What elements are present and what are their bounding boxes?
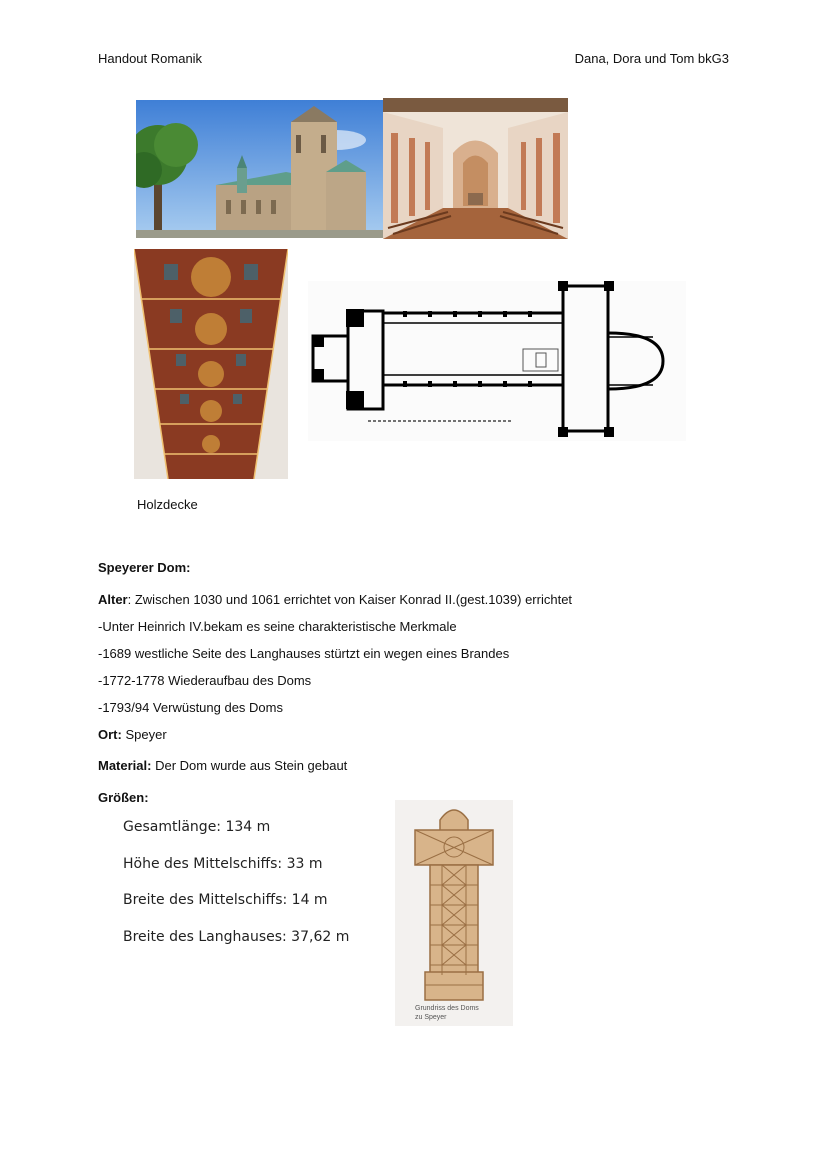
ort-text: Speyer — [121, 727, 167, 742]
ort-label: Ort: — [98, 727, 122, 742]
groessen-label: Größen: — [98, 790, 149, 805]
alter-label: Alter — [98, 592, 128, 607]
history-item: -1689 westliche Seite des Langhauses stürtzt ein wegen eines Brandes — [98, 646, 510, 661]
history-item: -Unter Heinrich IV.bekam es seine charakteristische Merkmale — [98, 619, 457, 634]
speyer-plan-caption — [415, 1004, 479, 1022]
size-item: Höhe des Mittelschiffs: 33 m — [123, 856, 323, 872]
ceiling-photo — [134, 249, 288, 479]
groessen-line — [98, 790, 149, 805]
ort-line — [98, 727, 167, 742]
material-label: Material: — [98, 758, 152, 773]
exterior-photo — [136, 100, 383, 238]
ceiling-caption: Holzdecke — [137, 497, 198, 512]
floorplan-drawing — [308, 281, 686, 441]
section-title: Speyerer Dom: — [98, 560, 191, 575]
speyer-plan-caption-line2: zu Speyer — [415, 1014, 447, 1021]
header-left: Handout Romanik — [98, 51, 203, 66]
alter-text: : Zwischen 1030 und 1061 errichtet von Kaiser Konrad II.(gest.1039) errichtet — [127, 592, 573, 607]
size-item: Gesamtlänge: 134 m — [123, 819, 271, 835]
speyer-floorplan — [395, 800, 513, 1026]
interior-photo — [383, 98, 568, 239]
size-item: Breite des Mittelschiffs: 14 m — [123, 892, 328, 908]
history-item: -1772-1778 Wiederaufbau des Doms — [98, 673, 312, 688]
history-item: -1793/94 Verwüstung des Doms — [98, 700, 283, 715]
header-right: Dana, Dora und Tom bkG3 — [574, 51, 729, 66]
material-text: Der Dom wurde aus Stein gebaut — [151, 758, 348, 773]
size-item: Breite des Langhauses: 37,62 m — [123, 929, 350, 945]
speyer-plan-caption-line1: Grundriss des Doms — [415, 1005, 479, 1012]
material-line — [98, 758, 347, 773]
alter-line — [98, 592, 572, 607]
